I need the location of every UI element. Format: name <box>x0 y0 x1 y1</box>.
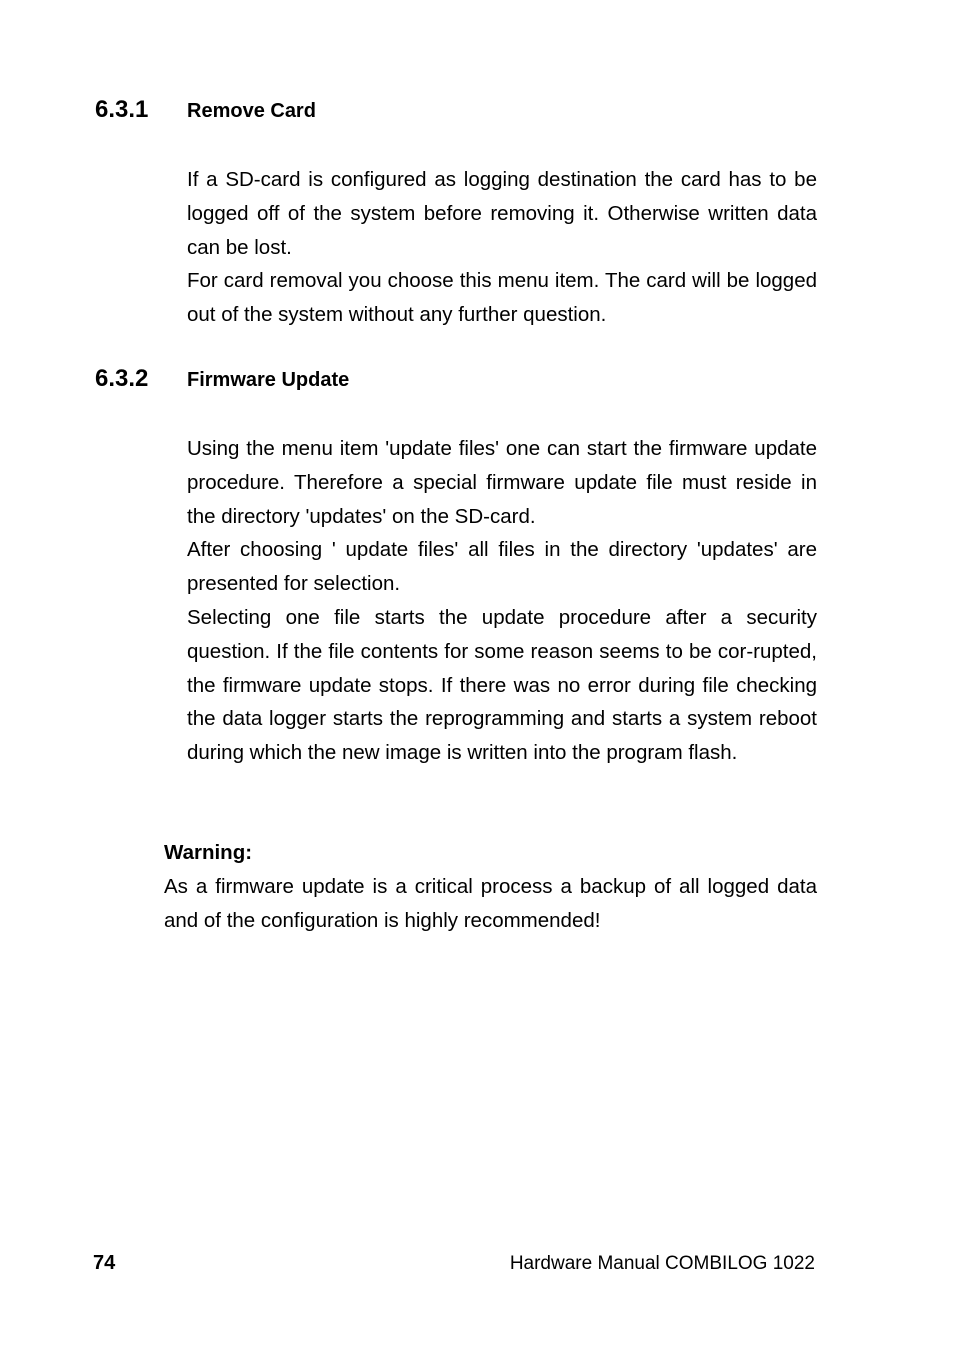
paragraph: After choosing ' update files' all files in the directory 'updates' are presented for selection. <box>187 538 817 596</box>
warning-label: Warning: <box>164 841 253 864</box>
section-number: 6.3.1 <box>95 96 149 123</box>
warning-text: As a firmware update is a critical process a backup of all logged data and of the configuration is highly recommended! <box>164 874 817 932</box>
section-title: Remove Card <box>187 100 316 122</box>
document-title: Hardware Manual COMBILOG 1022 <box>509 1253 815 1274</box>
warning-block <box>164 836 817 937</box>
section-heading-firmware-update <box>95 365 349 393</box>
paragraph: Using the menu item 'update files' one can start the firmware update procedure. Therefore a special firmware update file must reside in the directory 'updates' on the SD-card. <box>187 437 817 528</box>
section-body-remove-card <box>187 163 817 332</box>
paragraph: For card removal you choose this menu item. The card will be logged out of the system without any further question. <box>187 269 817 327</box>
section-number: 6.3.2 <box>95 365 149 392</box>
section-title: Firmware Update <box>187 369 350 391</box>
paragraph: Selecting one file starts the update procedure after a security question. If the file contents for some reason seems to be cor-rupted, the firmware update stops. If there was no error during file checking the data logger starts the reprogramming and starts a system reboot during which the new image is written into the program flash. <box>187 605 817 765</box>
page-footer <box>93 1252 815 1275</box>
section-body-firmware-update <box>187 432 817 770</box>
section-heading-remove-card <box>95 96 316 124</box>
page-number: 74 <box>93 1252 116 1274</box>
paragraph: If a SD-card is configured as logging destination the card has to be logged off of the system before removing it. Otherwise written data can be lost. <box>187 168 817 259</box>
